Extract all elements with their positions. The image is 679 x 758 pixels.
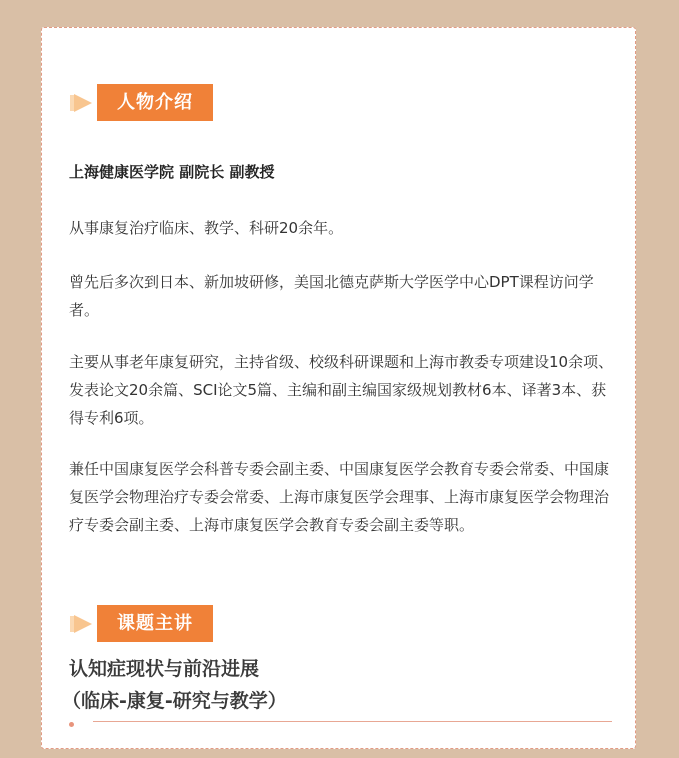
play-arrow-icon: [69, 614, 93, 634]
topic-title: 认知症现状与前沿进展: [69, 658, 260, 680]
intro-paragraph-4: 兼任中国康复医学会科普专委会副主委、中国康复医学会教育专委会常委、中国康复医学会物理治疗专委会常委、上海市康复医学会理事、上海市康复医学会物理治疗专委会副主委、上海市康复医学会教育专委会副主委等职。: [69, 460, 610, 534]
profile-card: [41, 27, 636, 749]
intro-paragraph-1: 从事康复治疗临床、教学、科研20余年。: [69, 219, 344, 237]
play-arrow-icon: [69, 93, 93, 113]
profile-subtitle: 上海健康医学院 副院长 副教授: [69, 163, 275, 181]
intro-section-header: [69, 84, 213, 121]
section-divider: [69, 721, 612, 729]
topic-title-subline: （临床-康复-研究与教学）: [62, 690, 287, 712]
topic-header-label: 课题主讲: [97, 605, 213, 642]
divider-dot: [69, 722, 74, 727]
intro-paragraph-2: 曾先后多次到日本、新加坡研修，美国北德克萨斯大学医学中心DPT课程访问学者。: [69, 273, 594, 319]
intro-header-label: 人物介绍: [97, 84, 213, 121]
topic-section-header: [69, 605, 213, 642]
intro-paragraph-3: 主要从事老年康复研究，主持省级、校级科研课题和上海市教委专项建设10余项、发表论文20余篇、SCI论文5篇、主编和副主编国家级规划教材6本、译著3本、获得专利6项。: [69, 353, 614, 427]
divider-line: [93, 721, 612, 722]
